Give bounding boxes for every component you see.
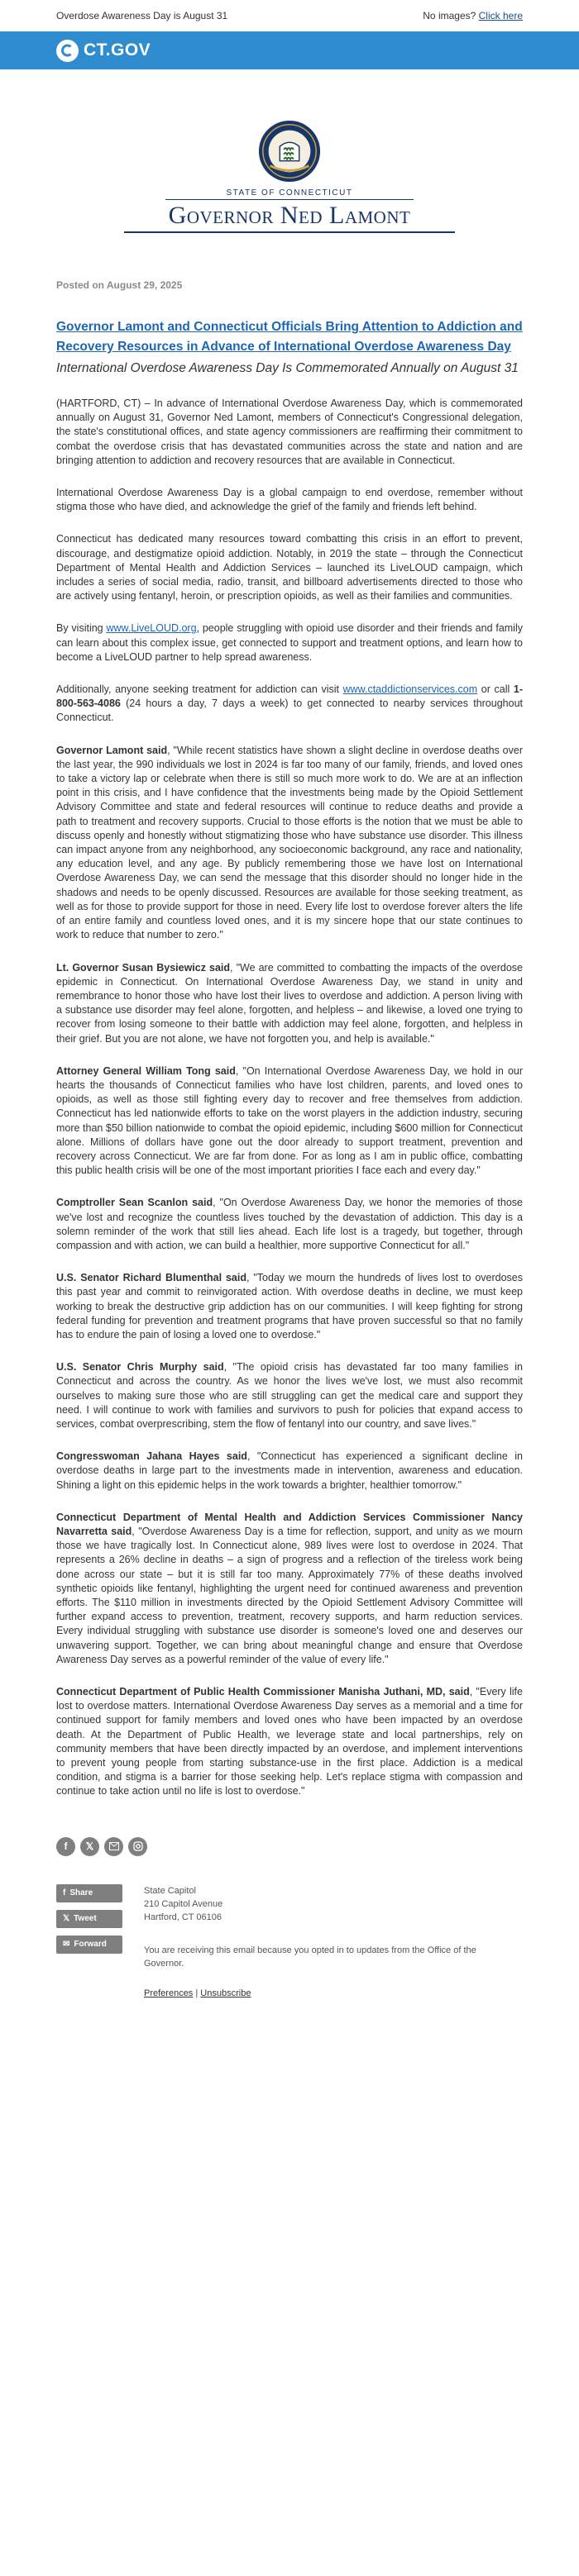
quote-comptroller (56, 1196, 523, 1253)
quote-dph-commissioner (56, 1685, 523, 1799)
treatment-text-b: or call (477, 683, 514, 696)
quote-text: , "While recent statistics have shown a slight decline in overdose deaths over the last year, the 990 individuals we lost in 2024 is far too many of our family, friends, and loved ones to take a victory lap or celebrate when there is still so much more work to do. We are at an inflection point in this crisis, and I have confidence that the investments being made by the Opioid Settlement Advisory Committee and state and federal resources will continue to reduce deaths and provide a path to treatment and recovery supports. Crucial to those efforts is the notion that we must be able to discuss openly and honestly without stigmatizing those who have substance use disorder. This illness can impact anyone from any neighborhood, any socioeconomic background, any race and nationality, any education level, and any age. By publicly remembering those we have lost on International Overdose Awareness Day, we can send the message that this disorder should no longer hide in the shadows and needs to be openly discussed. Resources are available for those seeking treatment, as well as for those to provide support for those in need. Every life lost to overdose forever alters the life of an entire family and countless loved ones, and it is my sincere hope that our state continues to work to reduce that number to zero." (56, 744, 523, 941)
forward-label: Forward (74, 1940, 107, 1950)
quote-attorney-general (56, 1064, 523, 1178)
x-icon[interactable]: 𝕏 (80, 1837, 99, 1856)
quote-text: , "Every life lost to overdose matters. International Overdose Awareness Day serves as a memorial and a time for continued support for family members and loved ones who have been impacted by an overdose death. At the Department of Public Health, we leverage state and local partnerships, rely on community members that have been directly impacted by an overdose, and implement interventions to prevent young people from starting substance-use in the first place. Addiction is a medical condition, and stigma is a barrier for those seeking help. Let's replace stigma with compassion and continue to take action until no life is lost to overdose." (56, 1686, 523, 1797)
forward-button[interactable] (56, 1936, 122, 1954)
instagram-icon[interactable] (128, 1837, 147, 1856)
paragraph-intro: (HARTFORD, CT) – In advance of International Overdose Awareness Day, which is commemorated annually on August 31, Governor Ned Lamont, members of Connecticut's Congressional delegation, the state's constitutional offices, and state agency commissioners are reaffirming their commitment to combat the overdose crisis that has devastated communities across the state and nation and are bringing attention to addiction and recovery resources that are available in Connecticut. (56, 398, 523, 466)
link-separator: | (195, 1988, 199, 1998)
masthead-divider (165, 199, 414, 200)
quote-text: , "On Overdose Awareness Day, we honor the memories of those we've lost and recognize the countless lives touched by the devastation of addiction. This day is a solemn reminder of the work that still lies ahead. Each life lost is a tragedy, but together, through compassion and with action, we can build a healthier, more supportive Connecticut for all." (56, 1197, 524, 1251)
quote-speaker: Connecticut Department of Mental Health and Addiction Services Commissioner Nancy Navarretta said (56, 1511, 523, 1537)
x-icon: 𝕏 (63, 1914, 70, 1924)
paragraph-campaign: International Overdose Awareness Day is a global campaign to end overdose, remember without stigma those who have died, and acknowledge the grief of the family and friends left behind. (56, 487, 523, 513)
paragraph-treatment (56, 683, 523, 726)
share-button[interactable] (56, 1884, 122, 1902)
quote-speaker: Congresswoman Jahana Hayes said (56, 1450, 247, 1463)
tweet-button[interactable] (56, 1910, 122, 1928)
address-line-3: Hartford, CT 06106 (144, 1912, 222, 1922)
governor-name: Governor Ned Lamont (168, 202, 411, 229)
state-seal-icon (257, 119, 322, 183)
click-here-link[interactable]: Click here (478, 10, 523, 21)
article-subhead: International Overdose Awareness Day Is Commemorated Annually on August 31 (56, 361, 519, 375)
helpline-phone: 1-800-563-4086 (56, 683, 523, 710)
governor-masthead (56, 69, 523, 251)
view-online (423, 10, 523, 21)
quote-speaker: Attorney General William Tong said (56, 1064, 236, 1077)
quote-speaker: Connecticut Department of Public Health Commissioner Manisha Juthani, MD, said (56, 1686, 470, 1698)
tweet-label: Tweet (74, 1914, 97, 1924)
quote-speaker: Lt. Governor Susan Bysiewicz said (56, 961, 231, 974)
facebook-icon: f (63, 1888, 66, 1898)
quote-text: , "On International Overdose Awareness Day, we hold in our hearts the thousands of Connecticut families who have lost children, parents, and loved ones to opioids, as well as those still fighting every day to recover and free themselves from addiction. Connecticut has led nationwide efforts to take on the worst players in the addiction industry, securing more than $50 billion nationwide to combat the opioid epidemic, including $600 million for Connecticut alone. Millions of dollars have gone out the door already to support treatment, prevention and recovery across Connecticut. We are far from done. For as long as I am in public office, combatting this public health crisis will be one of the most important priorities I face each and every day." (56, 1064, 524, 1177)
liveloud-link[interactable]: www.LiveLOUD.org (106, 622, 197, 635)
unsubscribe-link[interactable]: Unsubscribe (200, 1988, 251, 1998)
ctgov-logo-text: CT.GOV (84, 40, 151, 60)
quote-congresswoman-hayes (56, 1450, 523, 1493)
quote-speaker: Governor Lamont said (56, 744, 168, 756)
quote-senator-blumenthal (56, 1271, 523, 1342)
facebook-icon[interactable]: f (56, 1837, 75, 1856)
quote-senator-murphy (56, 1360, 523, 1431)
treatment-text-a: Additionally, anyone seeking treatment for addiction can visit (56, 683, 343, 696)
quote-governor (56, 744, 523, 943)
ctgov-banner (0, 31, 579, 69)
preferences-link[interactable]: Preferences (144, 1988, 194, 1998)
quote-text: , "We are committed to combatting the impacts of the overdose epidemic in Connecticut. On International Overdose Awareness Day, we stand in unity and remembrance to honor those who have lost their lives to overdose and addiction. A person living with a substance use disorder may feel alone, forgotten, and helpless – and likewise, a loved one trying to recover from losing someone to their battle with addiction may feel alone, forgotten, and helpless in their grief. But you are not alone, we have not forgotten you, and help is available." (56, 961, 524, 1045)
quote-text: , "Today we mourn the hundreds of lives lost to overdoses this past year and commit to reinvigorated action. With overdose deaths in decline, we must keep working to break the destructive grip addiction has on our communities. I will keep fighting for strong federal funding for prevention and treatment programs that have proven successful so that no family has to endure the pain of losing a loved one to overdose." (56, 1272, 523, 1340)
posted-date: Posted on August 29, 2025 (56, 279, 183, 291)
footer-info (126, 1884, 500, 2000)
paragraph-resources: Connecticut has dedicated many resources toward combatting this crisis in an effort to prevent, discourage, and destigmatize opioid addiction. Notably, in 2019 the state – through the Connecticut Department of Mental Health and Addiction Services – launched its LiveLOUD campaign, which includes a series of social media, radio, transit, and billboard advertisements directed to those who are actively using fentanyl, heroin, or prescription opioids, as well as their families and communities. (56, 533, 523, 602)
preheader (0, 0, 579, 31)
email-footer (56, 1884, 523, 2033)
no-images-text: No images? (423, 10, 476, 21)
share-label: Share (69, 1888, 93, 1898)
liveloud-text-b: , people struggling with opioid use disorder and their friends and family can learn about this complex issue, get connected to support and treatment options, and learn how to become a LiveLOUD partner to help spread awareness. (56, 622, 523, 663)
social-links (56, 1837, 523, 1856)
treatment-text-c: (24 hours a day, 7 days a week) to get connected to nearby services throughout Connecticut. (56, 698, 523, 724)
email-icon: ✉ (63, 1940, 70, 1950)
governor-underline (124, 231, 455, 233)
quote-lt-governor (56, 961, 523, 1046)
ctgov-logo-icon (56, 40, 79, 62)
office-address (144, 1884, 500, 1924)
paragraph-liveloud (56, 621, 523, 664)
quote-speaker: U.S. Senator Richard Blumenthal said (56, 1272, 246, 1284)
quote-dmhas-commissioner (56, 1511, 523, 1667)
state-of-connecticut: STATE OF CONNECTICUT (226, 188, 353, 198)
liveloud-text-a: By visiting (56, 622, 107, 635)
share-buttons (56, 1884, 126, 2000)
email-icon[interactable] (104, 1837, 123, 1856)
quote-text: , "Connecticut has experienced a significant decline in overdose deaths in large part to the investments made in intervention, awareness and education. Shining a light on this epidemic helps in the work towards a brighter, healthier tomorrow." (56, 1450, 523, 1491)
quote-text: , "Overdose Awareness Day is a time for reflection, support, and unity as we mourn those we have tragically lost. In Connecticut alone, 989 lives were lost to overdose in 2024. That represents a 26% decline in deaths – a sign of progress and a reflection of the tireless work being done across our state – but it is still far too many. Approximately 77% of these deaths involved synthetic opioids like fentanyl, highlighting the urgent need for continued awareness and prevention efforts. The $110 million in investments directed by the Opioid Settlement Advisory Committee will further expand access to prevention, treatment, recovery supports, and harm reduction services. Every individual struggling with substance use disorder is someone's loved one and deserves our unwavering support. Together, we can bring about meaningful change and ensure that Overdose Awareness Day serves as a powerful reminder of the value of every life." (56, 1526, 523, 1665)
address-line-1: State Capitol (144, 1885, 196, 1896)
article-headline[interactable]: Governor Lamont and Connecticut Officials Bring Attention to Addiction and Recovery Resources in Advance of International Overdose Awareness Day (56, 320, 523, 354)
address-line-2: 210 Capitol Avenue (144, 1898, 223, 1909)
quote-text: , "The opioid crisis has devastated far too many families in Connecticut and across the country. As we honor the lives we've lost, we must also recommit ourselves to making sure those who are still struggling can get the medical care and support they need. I will continue to work with families and survivors to push for policies that expand access to services, combat overprescribing, stem the flow of fentanyl into our country, and save lives." (56, 1361, 524, 1430)
quote-speaker: Comptroller Sean Scanlon said (56, 1197, 213, 1209)
ctaddictionservices-link[interactable]: www.ctaddictionservices.com (342, 683, 478, 696)
footer-links (144, 1987, 500, 2000)
quote-speaker: U.S. Senator Chris Murphy said (56, 1361, 224, 1374)
preheader-text: Overdose Awareness Day is August 31 (56, 10, 228, 21)
subscription-notice: You are receiving this email because you opted in to updates from the Office of the Governor. (144, 1945, 476, 1969)
ctgov-logo[interactable] (56, 40, 151, 62)
